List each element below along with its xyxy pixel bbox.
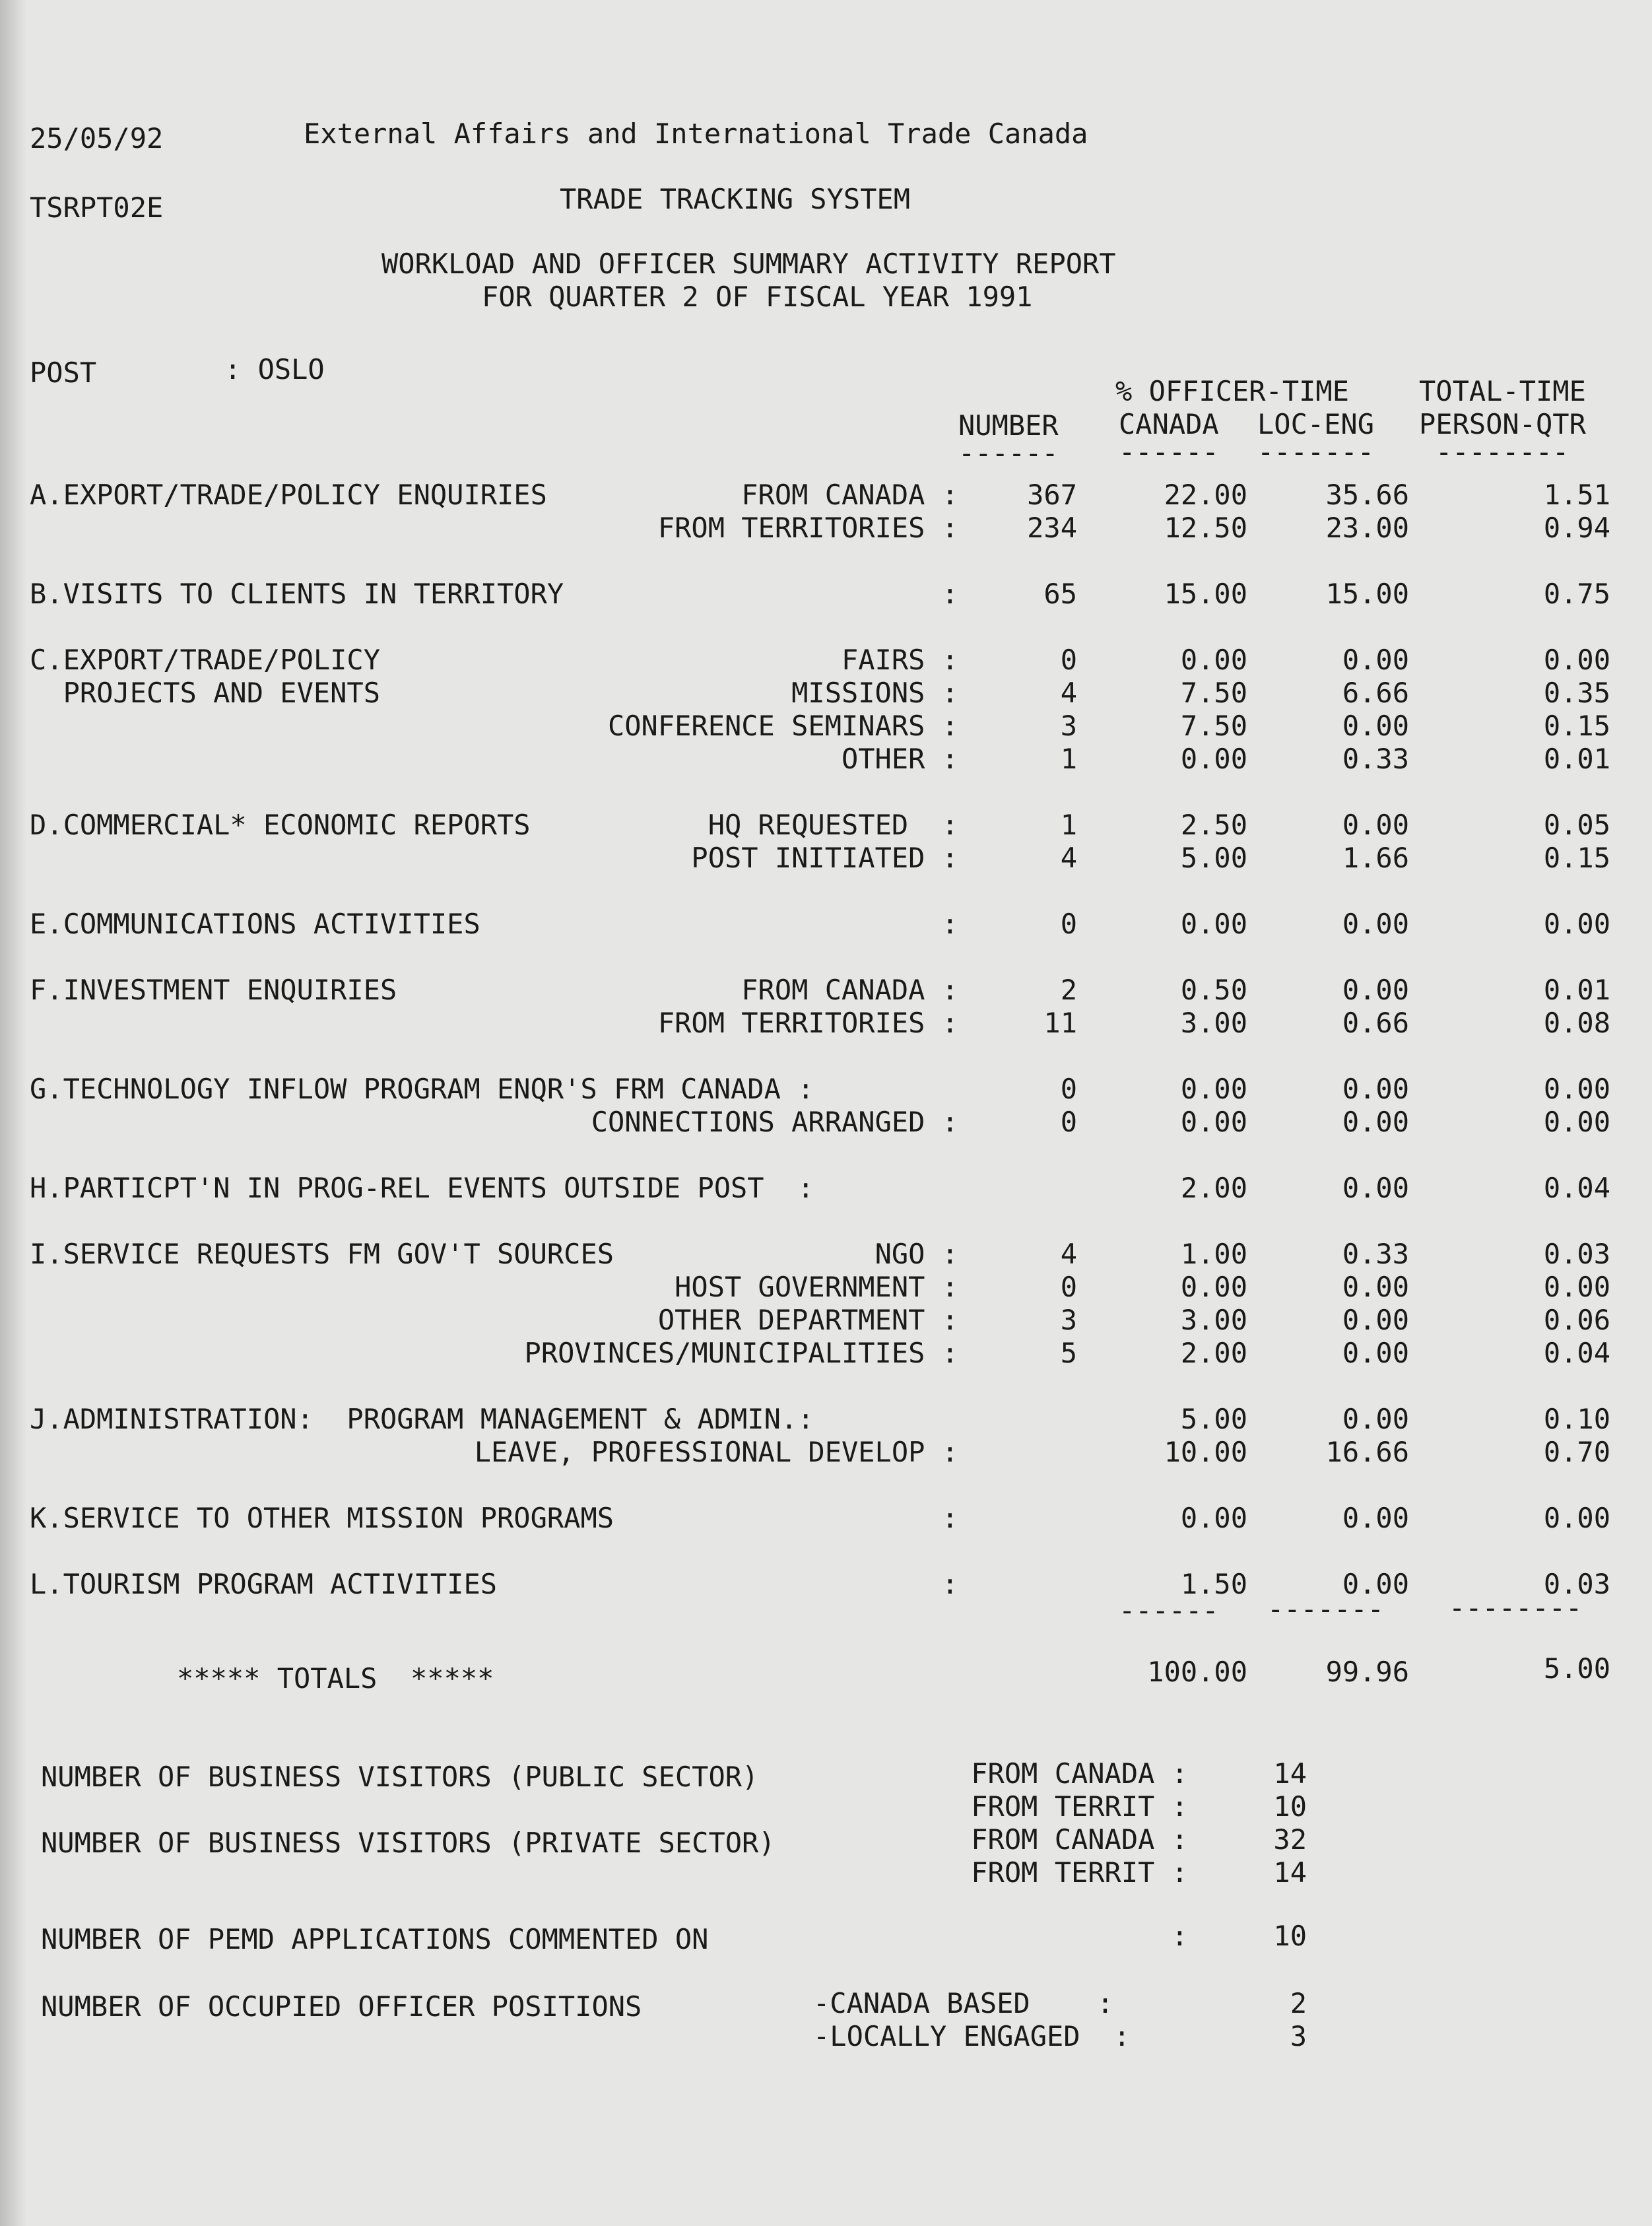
row-label: J.ADMINISTRATION: PROGRAM MANAGEMENT & ADMIN.: — [30, 1403, 814, 1435]
row-sublabel: NGO : — [875, 1238, 958, 1270]
visitors-private-territ-value: 14 — [1273, 1856, 1307, 1889]
row-personqtr: 0.04 — [1543, 1337, 1610, 1369]
row-sublabel: LEAVE, PROFESSIONAL DEVELOP : — [474, 1436, 958, 1468]
row-loceng: 23.00 — [1325, 512, 1409, 544]
loceng-column-header: LOC-ENG — [1257, 408, 1375, 440]
totals-canada-divider: ------ — [1119, 1594, 1219, 1627]
row-canada: 0.50 — [1180, 974, 1247, 1006]
row-personqtr: 0.08 — [1543, 1007, 1610, 1039]
personqtr-column-header: PERSON-QTR — [1419, 408, 1586, 440]
totals-loceng: 99.96 — [1325, 1656, 1409, 1688]
pemd-label: NUMBER OF PEMD APPLICATIONS COMMENTED ON — [41, 1923, 709, 1955]
row-loceng: 6.66 — [1342, 677, 1409, 709]
row-loceng: 0.00 — [1342, 908, 1409, 940]
scan-shadow — [0, 0, 26, 2226]
row-loceng: 16.66 — [1325, 1436, 1409, 1468]
row-number: 0 — [1060, 644, 1077, 676]
row-label: D.COMMERCIAL* ECONOMIC REPORTS — [30, 809, 531, 841]
row-personqtr: 0.01 — [1543, 974, 1610, 1006]
row-canada: 2.50 — [1180, 809, 1247, 841]
row-canada: 1.00 — [1180, 1238, 1247, 1270]
row-number: 3 — [1060, 1304, 1077, 1336]
row-number: 367 — [1027, 479, 1077, 511]
visitors-public-canada-sub: FROM CANADA : — [971, 1757, 1188, 1790]
post-label: POST — [30, 356, 97, 389]
row-canada: 0.00 — [1180, 1073, 1247, 1105]
organization-name: External Affairs and International Trade Canada — [304, 118, 1088, 150]
row-loceng: 1.66 — [1342, 842, 1409, 874]
row-label: I.SERVICE REQUESTS FM GOV'T SOURCES — [30, 1238, 614, 1270]
row-personqtr: 0.00 — [1543, 644, 1610, 676]
row-number: 3 — [1060, 710, 1077, 742]
row-personqtr: 0.03 — [1543, 1238, 1610, 1270]
row-canada: 5.00 — [1180, 1403, 1247, 1435]
row-personqtr: 0.15 — [1543, 710, 1610, 742]
loceng-divider: ------- — [1257, 436, 1375, 468]
row-personqtr: 0.00 — [1543, 1073, 1610, 1105]
row-number: 5 — [1060, 1337, 1077, 1369]
visitors-public-territ-value: 10 — [1273, 1790, 1307, 1823]
total-time-header: TOTAL-TIME — [1419, 375, 1586, 407]
row-label: B.VISITS TO CLIENTS IN TERRITORY — [30, 578, 564, 610]
row-label: A.EXPORT/TRADE/POLICY ENQUIRIES — [30, 479, 547, 511]
row-loceng: 0.00 — [1342, 974, 1409, 1006]
row-personqtr: 1.51 — [1543, 479, 1610, 511]
positions-locally-value: 3 — [1290, 2020, 1307, 2052]
report-title: WORKLOAD AND OFFICER SUMMARY ACTIVITY REPORT — [381, 248, 1116, 280]
row-number: 4 — [1060, 842, 1077, 874]
row-loceng: 0.00 — [1342, 644, 1409, 676]
row-sublabel: CONNECTIONS ARRANGED : — [591, 1106, 958, 1138]
row-canada: 0.00 — [1180, 644, 1247, 676]
row-canada: 0.00 — [1180, 1106, 1247, 1138]
row-canada: 1.50 — [1180, 1568, 1247, 1600]
row-canada: 7.50 — [1180, 710, 1247, 742]
visitors-public-territ-sub: FROM TERRIT : — [971, 1790, 1188, 1823]
row-personqtr: 0.03 — [1543, 1568, 1610, 1600]
row-loceng: 0.00 — [1342, 1073, 1409, 1105]
row-loceng: 0.00 — [1342, 1337, 1409, 1369]
row-sublabel: HQ REQUESTED : — [708, 809, 958, 841]
row-sublabel: FROM TERRITORIES : — [657, 512, 958, 544]
row-label: K.SERVICE TO OTHER MISSION PROGRAMS — [30, 1502, 614, 1534]
row-personqtr: 0.94 — [1543, 512, 1610, 544]
visitors-private-canada-sub: FROM CANADA : — [971, 1823, 1188, 1856]
row-personqtr: 0.05 — [1543, 809, 1610, 841]
pct-officer-time-header: % OFFICER-TIME — [1115, 375, 1350, 407]
row-personqtr: 0.06 — [1543, 1304, 1610, 1336]
row-number: 0 — [1060, 1271, 1077, 1303]
visitors-public-canada-value: 14 — [1273, 1757, 1307, 1790]
row-loceng: 0.00 — [1342, 1172, 1409, 1204]
row-loceng: 15.00 — [1325, 578, 1409, 610]
row-loceng: 0.00 — [1342, 1403, 1409, 1435]
row-number: 234 — [1027, 512, 1077, 544]
totals-canada: 100.00 — [1147, 1656, 1247, 1688]
report-id: TSRPT02E — [30, 191, 164, 224]
row-number: 4 — [1060, 1238, 1077, 1270]
row-label: G.TECHNOLOGY INFLOW PROGRAM ENQR'S FRM CANADA : — [30, 1073, 814, 1105]
row-loceng: 0.66 — [1342, 1007, 1409, 1039]
row-number: 0 — [1060, 1106, 1077, 1138]
row-sublabel: FROM CANADA : — [741, 974, 958, 1006]
row-personqtr: 0.15 — [1543, 842, 1610, 874]
canada-divider: ------ — [1119, 436, 1219, 468]
row-loceng: 0.00 — [1342, 809, 1409, 841]
visitors-public-label: NUMBER OF BUSINESS VISITORS (PUBLIC SECTOR) — [41, 1761, 759, 1793]
positions-canada-value: 2 — [1290, 1987, 1307, 2019]
row-label: L.TOURISM PROGRAM ACTIVITIES — [30, 1568, 498, 1600]
row-loceng: 0.00 — [1342, 1106, 1409, 1138]
row-canada: 7.50 — [1180, 677, 1247, 709]
row-sublabel: HOST GOVERNMENT : — [675, 1271, 958, 1303]
row-loceng: 0.00 — [1342, 1271, 1409, 1303]
row-number: 4 — [1060, 677, 1077, 709]
row-label: PROJECTS AND EVENTS — [30, 677, 381, 709]
row-personqtr: 0.35 — [1543, 677, 1610, 709]
post-value: : OSLO — [224, 353, 325, 386]
row-sublabel: MISSIONS : — [791, 677, 958, 709]
row-sublabel: POST INITIATED : — [691, 842, 958, 874]
visitors-private-canada-value: 32 — [1273, 1823, 1307, 1856]
row-personqtr: 0.00 — [1543, 1106, 1610, 1138]
row-personqtr: 0.70 — [1543, 1436, 1610, 1468]
row-loceng: 0.00 — [1342, 1568, 1409, 1600]
totals-personqtr: 5.00 — [1543, 1652, 1610, 1685]
row-loceng: 0.00 — [1342, 1502, 1409, 1534]
row-personqtr: 0.00 — [1543, 1502, 1610, 1534]
row-sublabel: FROM CANADA : — [741, 479, 958, 511]
row-label: C.EXPORT/TRADE/POLICY — [30, 644, 381, 676]
row-sublabel: FROM TERRITORIES : — [657, 1007, 958, 1039]
row-number: 11 — [1043, 1007, 1077, 1039]
row-personqtr: 0.10 — [1543, 1403, 1610, 1435]
row-canada: 0.00 — [1180, 908, 1247, 940]
row-canada: 22.00 — [1164, 479, 1247, 511]
row-label: E.COMMUNICATIONS ACTIVITIES — [30, 908, 480, 940]
row-number: 65 — [1043, 578, 1077, 610]
row-loceng: 35.66 — [1325, 479, 1409, 511]
totals-label: ***** TOTALS ***** — [177, 1662, 494, 1695]
row-sublabel: OTHER : — [841, 743, 958, 775]
row-personqtr: 0.01 — [1543, 743, 1610, 775]
row-sublabel: : — [941, 1568, 958, 1600]
totals-personqtr-divider: -------- — [1449, 1592, 1583, 1624]
positions-canada-sub: -CANADA BASED : — [813, 1987, 1114, 2019]
row-canada: 15.00 — [1164, 578, 1247, 610]
row-number: 1 — [1060, 809, 1077, 841]
row-loceng: 0.33 — [1342, 743, 1409, 775]
row-number: 0 — [1060, 1073, 1077, 1105]
row-canada: 3.00 — [1180, 1007, 1247, 1039]
row-canada: 3.00 — [1180, 1304, 1247, 1336]
row-canada: 0.00 — [1180, 1502, 1247, 1534]
row-number: 0 — [1060, 908, 1077, 940]
report-date: 25/05/92 — [30, 122, 164, 154]
row-personqtr: 0.75 — [1543, 578, 1610, 610]
row-canada: 0.00 — [1180, 1271, 1247, 1303]
row-canada: 5.00 — [1180, 842, 1247, 874]
row-loceng: 0.00 — [1342, 1304, 1409, 1336]
row-loceng: 0.00 — [1342, 710, 1409, 742]
row-personqtr: 0.00 — [1543, 1271, 1610, 1303]
row-sublabel: : — [941, 1502, 958, 1534]
row-canada: 12.50 — [1164, 512, 1247, 544]
row-personqtr: 0.00 — [1543, 908, 1610, 940]
row-canada: 2.00 — [1180, 1337, 1247, 1369]
totals-loceng-divider: ------- — [1267, 1593, 1385, 1625]
row-number: 1 — [1060, 743, 1077, 775]
system-name: TRADE TRACKING SYSTEM — [560, 183, 911, 215]
visitors-private-territ-sub: FROM TERRIT : — [971, 1856, 1188, 1889]
row-sublabel: PROVINCES/MUNICIPALITIES : — [524, 1337, 958, 1369]
personqtr-divider: -------- — [1436, 436, 1569, 468]
canada-column-header: CANADA — [1119, 408, 1219, 440]
row-sublabel: FAIRS : — [841, 644, 958, 676]
pemd-sub: : — [1171, 1920, 1188, 1952]
row-label: H.PARTICPT'N IN PROG-REL EVENTS OUTSIDE POST : — [30, 1172, 814, 1204]
row-sublabel: OTHER DEPARTMENT : — [657, 1304, 958, 1336]
row-canada: 2.00 — [1180, 1172, 1247, 1204]
pemd-value: 10 — [1273, 1920, 1307, 1952]
row-sublabel: : — [941, 578, 958, 610]
visitors-private-label: NUMBER OF BUSINESS VISITORS (PRIVATE SECTOR) — [41, 1827, 776, 1859]
positions-label: NUMBER OF OCCUPIED OFFICER POSITIONS — [41, 1990, 642, 2023]
row-canada: 0.00 — [1180, 743, 1247, 775]
row-personqtr: 0.04 — [1543, 1172, 1610, 1204]
row-canada: 10.00 — [1164, 1436, 1247, 1468]
report-subtitle: FOR QUARTER 2 OF FISCAL YEAR 1991 — [482, 281, 1033, 313]
row-sublabel: CONFERENCE SEMINARS : — [607, 710, 958, 742]
row-label: F.INVESTMENT ENQUIRIES — [30, 974, 397, 1006]
positions-locally-sub: -LOCALLY ENGAGED : — [813, 2020, 1131, 2052]
number-column-header: NUMBER — [958, 409, 1059, 442]
row-loceng: 0.33 — [1342, 1238, 1409, 1270]
row-number: 2 — [1060, 974, 1077, 1006]
row-sublabel: : — [941, 908, 958, 940]
number-divider: ------ — [958, 437, 1059, 469]
